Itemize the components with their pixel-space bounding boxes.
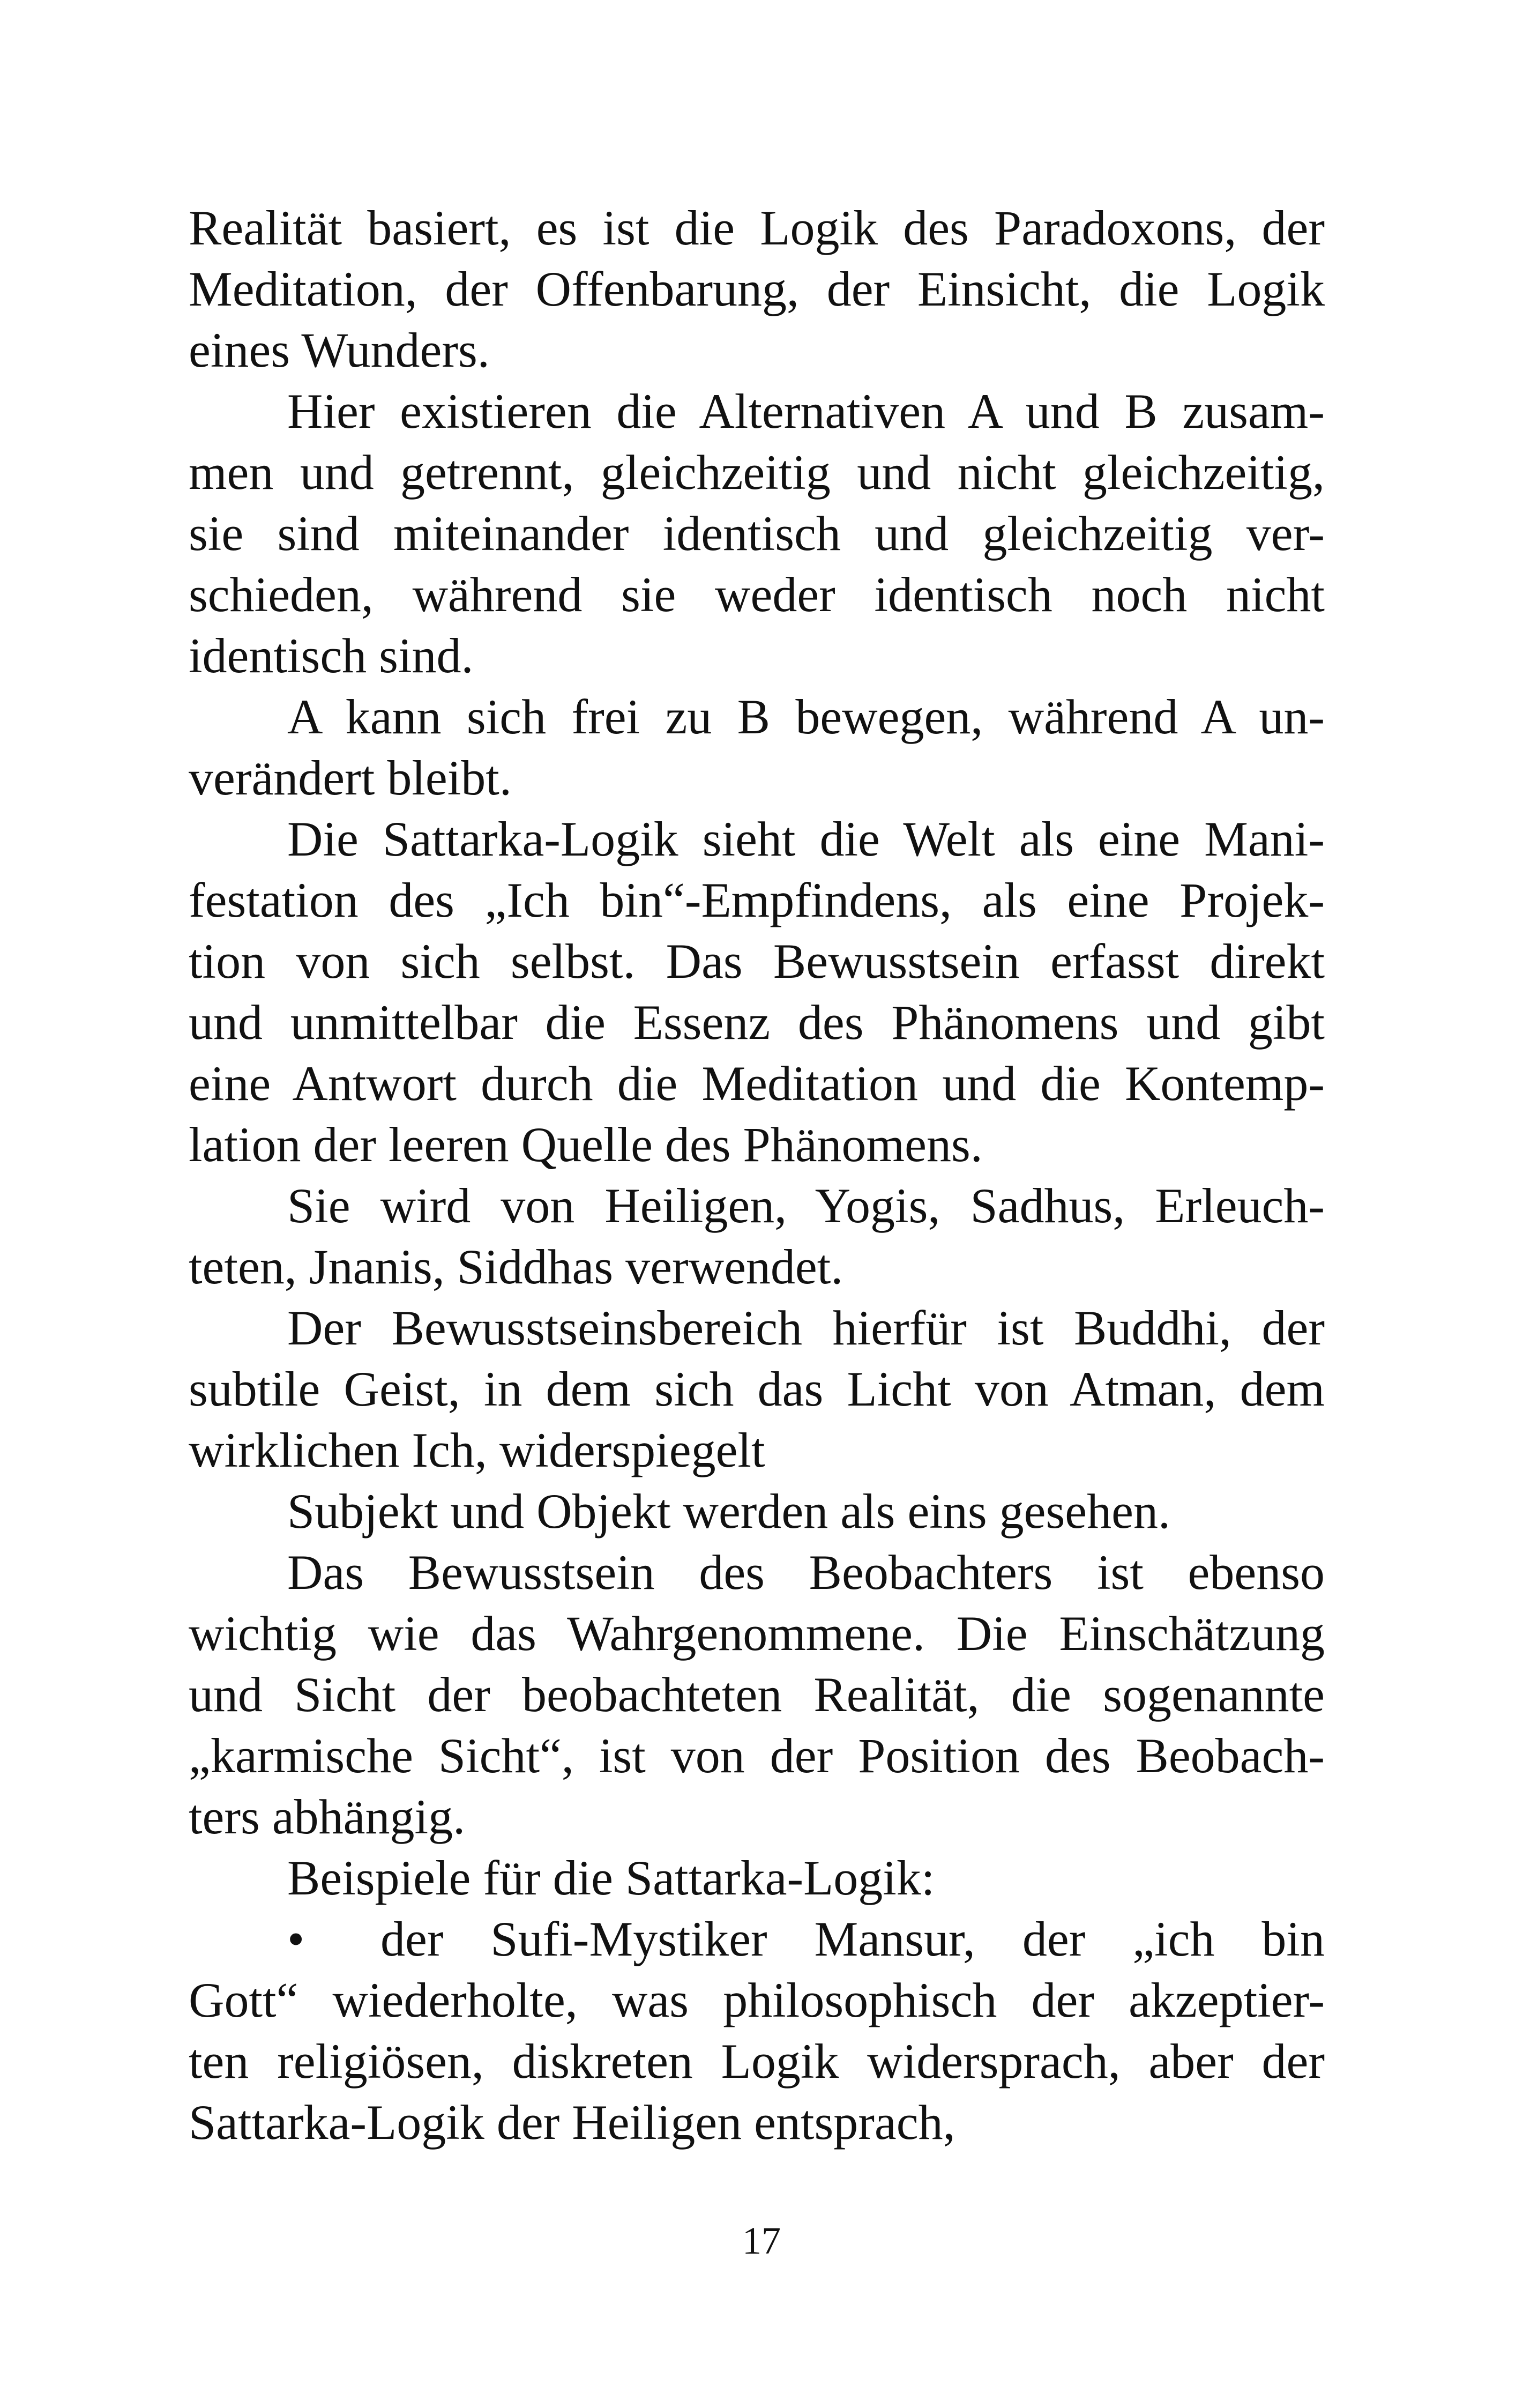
- text-line: Subjekt und Objekt werden als eins gesehen.: [287, 1484, 1170, 1539]
- page-body: [189, 197, 1325, 2153]
- text-line: Hier existieren die Alternativen A und B zusam-: [287, 384, 1325, 439]
- text-line: schieden, während sie weder identisch noch nicht: [189, 567, 1325, 622]
- text-line: Die Sattarka-Logik sieht die Welt als eine Mani-: [287, 812, 1325, 866]
- text-line: subtile Geist, in dem sich das Licht von Atman, dem: [189, 1362, 1325, 1416]
- text-line: der Sufi-Mystiker Mansur, der „ich bin: [380, 1912, 1325, 1966]
- text-line: identisch sind.: [189, 628, 474, 683]
- text-line: Beispiele für die Sattarka-Logik:: [287, 1850, 935, 1905]
- text-line: tion von sich selbst. Das Bewusstsein erfasst direkt: [189, 934, 1325, 989]
- text-line: und Sicht der beobachteten Realität, die sogenannte: [189, 1667, 1325, 1722]
- text-line: teten, Jnanis, Siddhas verwendet.: [189, 1239, 843, 1294]
- text-line: wichtig wie das Wahrgenommene. Die Einschätzung: [189, 1606, 1325, 1661]
- text-line: Sattarka-Logik der Heiligen entsprach,: [189, 2095, 955, 2150]
- text-line: A kann sich frei zu B bewegen, während A un-: [287, 689, 1325, 744]
- text-line: eines Wunders.: [189, 323, 490, 377]
- text-line: Das Bewusstsein des Beobachters ist ebenso: [287, 1545, 1325, 1600]
- text-line: festation des „Ich bin“-Empfindens, als eine Projek-: [189, 873, 1325, 927]
- text-line: lation der leeren Quelle des Phänomens.: [189, 1117, 983, 1172]
- text-line: Sie wird von Heiligen, Yogis, Sadhus, Erleuch-: [287, 1178, 1325, 1233]
- text-line: Meditation, der Offenbarung, der Einsicht, die Logik: [189, 262, 1325, 316]
- text-line: und unmittelbar die Essenz des Phänomens und gibt: [189, 995, 1325, 1050]
- text-line: sie sind miteinander identisch und gleichzeitig ver-: [189, 506, 1325, 561]
- text-line: ten religiösen, diskreten Logik widersprach, aber der: [189, 2034, 1325, 2089]
- bullet-list-item: [189, 1908, 1325, 1969]
- text-line: men und getrennt, gleichzeitig und nicht gleichzeitig,: [189, 445, 1325, 500]
- text-line: Realität basiert, es ist die Logik des Paradoxons, der: [189, 200, 1325, 255]
- text-line: eine Antwort durch die Meditation und die Kontemp-: [189, 1056, 1325, 1111]
- bullet-icon: •: [287, 1912, 305, 1966]
- text-line: wirklichen Ich, widerspiegelt: [189, 1423, 765, 1477]
- text-line: Gott“ wiederholte, was philosophisch der akzeptier-: [189, 1973, 1325, 2027]
- text-line: ters abhängig.: [189, 1789, 466, 1844]
- page-number: 17: [742, 2219, 781, 2262]
- text-line: „karmische Sicht“, ist von der Position des Beobach-: [189, 1728, 1325, 1783]
- text-line: verändert bleibt.: [189, 750, 512, 805]
- text-line: Der Bewusstseinsbereich hierfür ist Buddhi, der: [287, 1300, 1325, 1355]
